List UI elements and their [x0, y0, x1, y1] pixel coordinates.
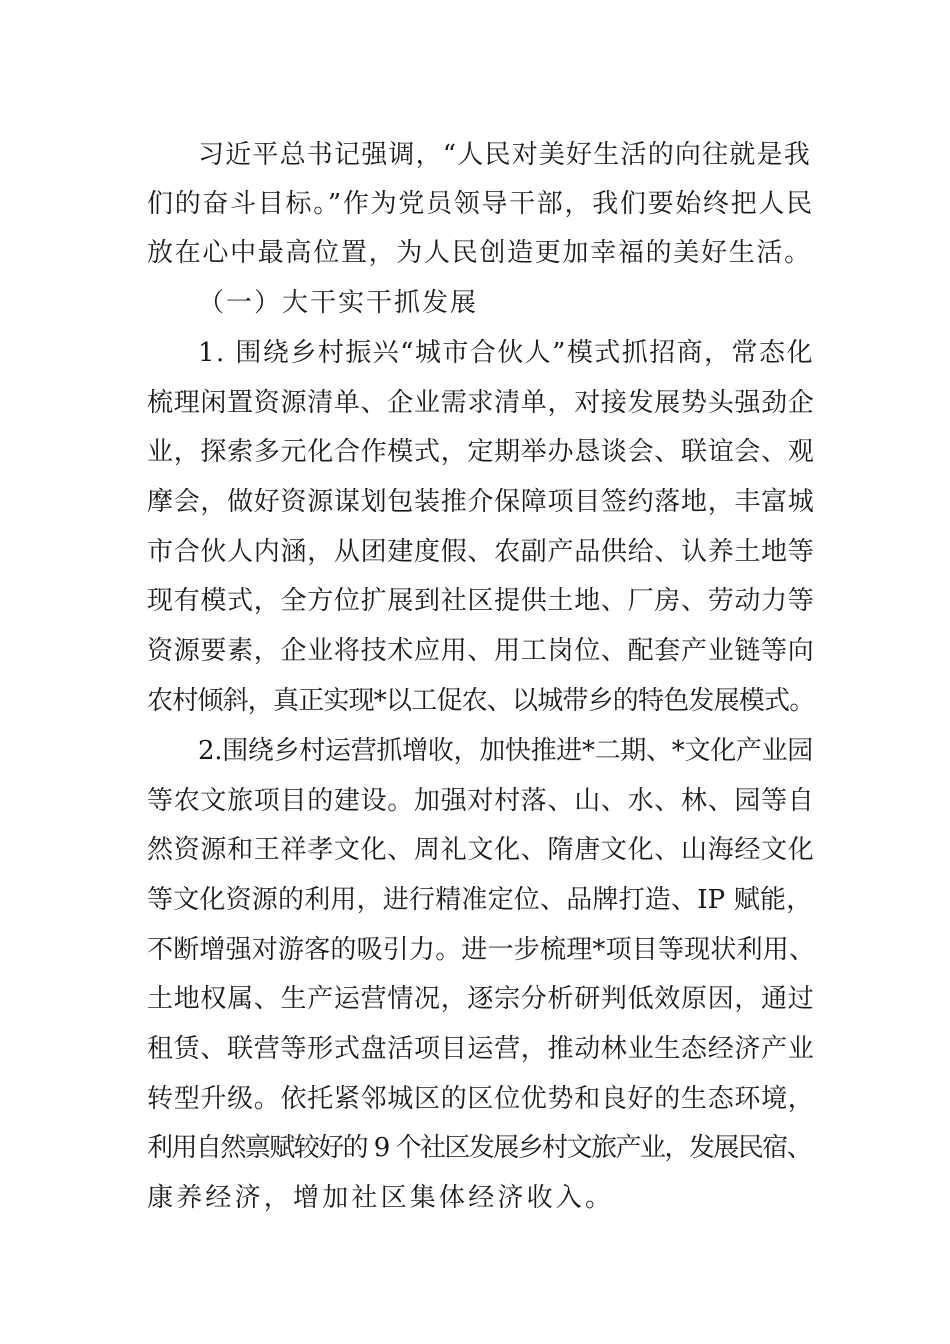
item1-line: 农村倾斜，真正实现*以工促农、以城带乡的特色发展模式。: [147, 686, 815, 716]
item2-line: 转型升级。依托紧邻城区的区位优势和良好的生态环境，: [147, 1084, 815, 1114]
intro-line: 放在心中最高位置，为人民创造更加幸福的美好生活。: [147, 238, 812, 268]
item1-line: 摩会，做好资源谋划包装推介保障项目签约落地，丰富城: [147, 487, 815, 517]
item2-line: 然资源和王祥孝文化、周礼文化、隋唐文化、山海经文化: [147, 835, 815, 865]
item2-line: 康养经济，增加社区集体经济收入。: [147, 1183, 615, 1213]
item2-line: 等文化资源的利用，进行精准定位、品牌打造、IP 赋能，: [147, 885, 813, 915]
intro-line: 习近平总书记强调，“人民对美好生活的向往就是我: [198, 140, 811, 170]
item1-line: 现有模式，全方位扩展到社区提供土地、厂房、劳动力等: [147, 586, 815, 616]
item1-line: 市合伙人内涵，从团建度假、农副产品供给、认养土地等: [147, 537, 815, 567]
section-heading: （一）大干实干抓发展: [198, 288, 479, 318]
item2-line: 不断增强对游客的吸引力。进一步梳理*项目等现状利用、: [147, 935, 816, 965]
item2-line: 2.围绕乡村运营抓增收，加快推进*二期、*文化产业园: [198, 736, 814, 766]
item1-line: 资源要素，企业将技术应用、用工岗位、配套产业链等向: [147, 636, 815, 666]
item2-line: 土地权属、生产运营情况，逐宗分析研判低效原因，通过: [147, 984, 815, 1014]
intro-line: 们的奋斗目标。”作为党员领导干部，我们要始终把人民: [147, 189, 814, 219]
item2-line: 租赁、联营等形式盘活项目运营，推动林业生态经济产业: [147, 1034, 815, 1064]
item1-line: 1. 围绕乡村振兴“城市合伙人”模式抓招商，常态化: [198, 338, 814, 368]
item1-line: 业，探索多元化合作模式，定期举办恳谈会、联谊会、观: [147, 437, 815, 467]
item2-line: 利用自然禀赋较好的 9 个社区发展乡村文旅产业，发展民宿、: [147, 1133, 812, 1163]
item1-line: 梳理闲置资源清单、企业需求清单，对接发展势头强劲企: [147, 388, 815, 418]
item2-line: 等农文旅项目的建设。加强对村落、山、水、林、园等自: [147, 786, 815, 816]
